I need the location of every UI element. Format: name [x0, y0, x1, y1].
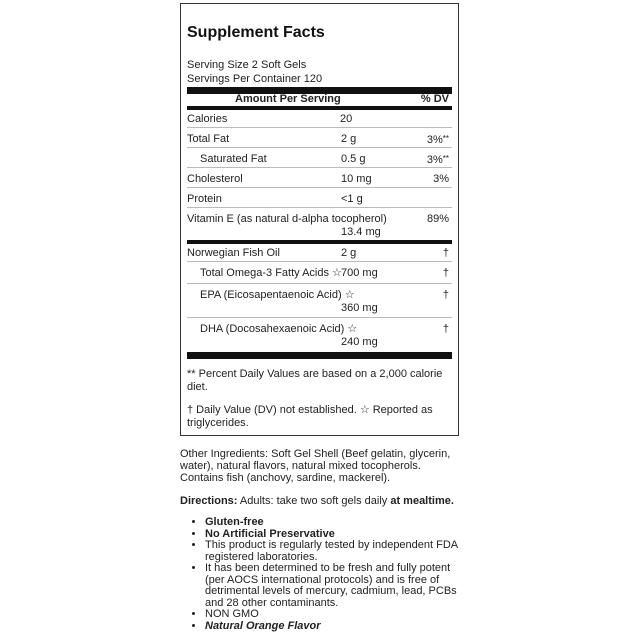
row-divider	[187, 127, 452, 128]
ingredient-name: Norwegian Fish Oil	[187, 247, 280, 259]
supplement-facts-panel	[180, 3, 459, 436]
ingredient-name: DHA (Docosahexaenoic Acid) ☆	[200, 323, 358, 335]
nutrient-dv: 3%**	[426, 154, 449, 166]
nutrient-name: Protein	[187, 193, 222, 205]
row-divider	[187, 147, 452, 148]
divider-medium	[187, 240, 452, 244]
ingredient-amount: 240 mg	[341, 336, 378, 348]
row-divider	[187, 207, 452, 208]
ingredient-name: EPA (Eicosapentaenoic Acid) ☆	[200, 289, 355, 301]
list-item: • NON GMO	[205, 609, 467, 621]
nutrient-amount: 10 mg	[341, 173, 372, 185]
nutrient-amount: <1 g	[341, 193, 363, 205]
list-item: • Natural Orange Flavor	[205, 621, 467, 633]
header-dv: % DV	[420, 93, 449, 105]
ingredient-dv: †	[442, 323, 449, 335]
nutrient-name: Total Fat	[187, 133, 230, 145]
nutrient-dv: 3%	[433, 173, 449, 185]
nutrient-dv: 3%**	[426, 134, 449, 146]
ingredient-dv: †	[442, 289, 449, 301]
ingredient-dv: †	[442, 267, 449, 279]
ingredient-row-epa	[187, 289, 452, 315]
ingredient-amount: 700 mg	[341, 267, 378, 279]
row-divider	[187, 283, 452, 284]
nutrient-row-vitamin-e	[187, 213, 452, 239]
facts-title: Supplement Facts	[187, 24, 325, 41]
ingredient-amount: 360 mg	[341, 302, 378, 314]
directions-text: Adults: take two soft gels daily	[237, 495, 391, 507]
divider-thick	[187, 352, 452, 359]
list-item: • No Artificial Preservative	[205, 529, 467, 541]
nutrient-name: Cholesterol	[187, 173, 243, 185]
serving-size: Serving Size 2 Soft Gels	[187, 59, 307, 71]
feature-list	[193, 517, 467, 632]
directions-emphasis: at mealtime.	[390, 495, 454, 507]
nutrient-name: Saturated Fat	[200, 153, 267, 165]
list-item: • Gluten-free	[205, 517, 467, 529]
footnote-dv-not-established: † Daily Value (DV) not established. ☆ Reported as triglycerides.	[187, 404, 433, 429]
row-divider	[187, 317, 452, 318]
nutrient-dv: 89%	[426, 213, 449, 225]
directions-label: Directions:	[180, 495, 238, 507]
list-item: • This product is regularly tested by independent FDA registered laboratories.	[205, 540, 467, 563]
nutrient-name: Calories	[187, 113, 228, 125]
ingredient-amount: 2 g	[341, 247, 357, 259]
other-ingredients: Other Ingredients: Soft Gel Shell (Beef gelatin, glycerin, water), natural flavors, natural mixed tocopherols. Contains fish (anchovy, sardine, mackerel).	[180, 448, 451, 484]
nutrient-amount: 20	[340, 113, 353, 125]
nutrient-amount: 13.4 mg	[341, 226, 381, 238]
header-amount: Amount Per Serving	[235, 93, 341, 105]
list-item: • It has been determined to be fresh and fully potent (per AOCS international protocols) and is free of detrimental levels of mercury, cadmium, lead, PCBs and 28 other contaminants.	[205, 563, 467, 609]
row-divider	[187, 167, 452, 168]
nutrient-amount: 0.5 g	[341, 153, 366, 165]
ingredient-row-dha	[187, 323, 452, 349]
divider-medium	[187, 106, 452, 110]
footnote-percent-dv: ** Percent Daily Values are based on a 2,000 calorie diet.	[187, 368, 443, 393]
column-header	[187, 93, 452, 106]
directions	[180, 495, 460, 507]
ingredient-name: Total Omega-3 Fatty Acids ☆	[200, 267, 342, 279]
ingredient-dv: †	[442, 247, 449, 259]
servings-per-container: Servings Per Container 120	[187, 73, 323, 85]
row-divider	[187, 261, 452, 262]
row-divider	[187, 187, 452, 188]
nutrient-name: Vitamin E (as natural d-alpha tocopherol)	[187, 213, 387, 225]
nutrient-amount: 2 g	[341, 133, 357, 145]
